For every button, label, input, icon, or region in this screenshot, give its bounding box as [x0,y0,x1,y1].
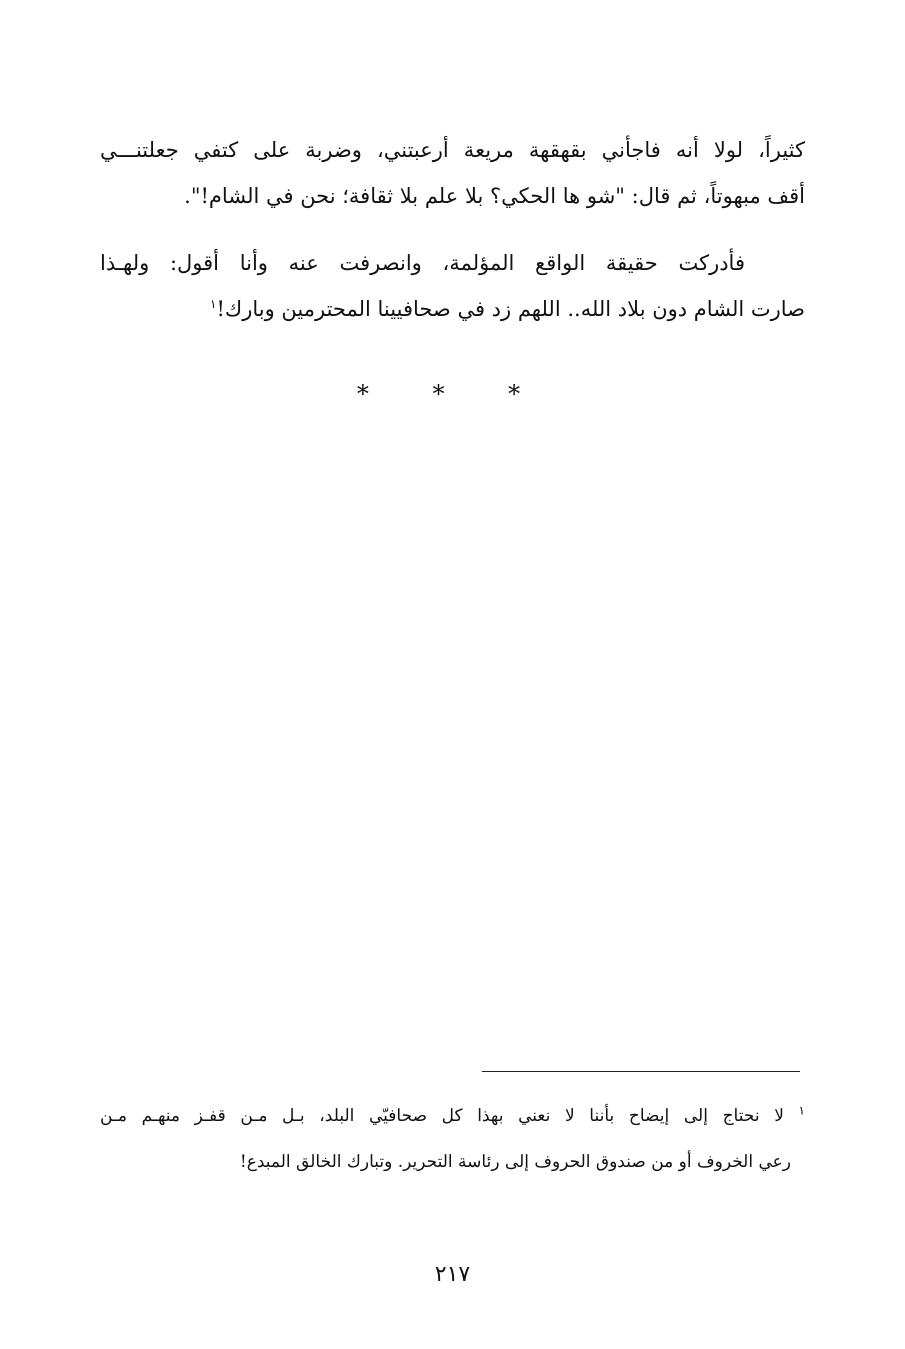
paragraph-2-line-2-text: صارت الشام دون بلاد الله.. اللهم زد في صحافيينا المحترمين وبارك! [216,297,805,321]
paragraph-2-line-2 [100,293,805,325]
footnote-divider [482,1071,800,1072]
paragraph-1-line-1: كثيراً، لولا أنه فاجأني بقهقهة مريعة أرعبتني، وضربة على كتفي جعلتنـــي [100,138,805,162]
paragraph-1-line-2: أقف مبهوتاً، ثم قال: "شو ها الحكي؟ بلا علم بلا ثقافة؛ نحن في الشام!". [184,184,805,208]
section-separator: * * * [356,380,549,408]
footnote-line-1-text: لا نحتاج إلى إيضاح بأننا لا نعني بهذا كل صحافيّي البلد، بـل مـن قفـز منهـم مـن [100,1106,784,1126]
footnote-reference-marker: ١ [210,297,217,311]
footnote-line-1 [100,1102,805,1130]
paragraph-2-line-1: فأدركت حقيقة الواقع المؤلمة، وانصرفت عنه وأنا أقول: ولهـذا [100,251,745,275]
page-number: ٢١٧ [434,1262,471,1287]
footnote-line-2: رعي الخروف أو من صندوق الحروف إلى رئاسة التحرير. وتبارك الخالق المبدع! [239,1152,791,1172]
footnote-marker: ١ [798,1103,805,1118]
